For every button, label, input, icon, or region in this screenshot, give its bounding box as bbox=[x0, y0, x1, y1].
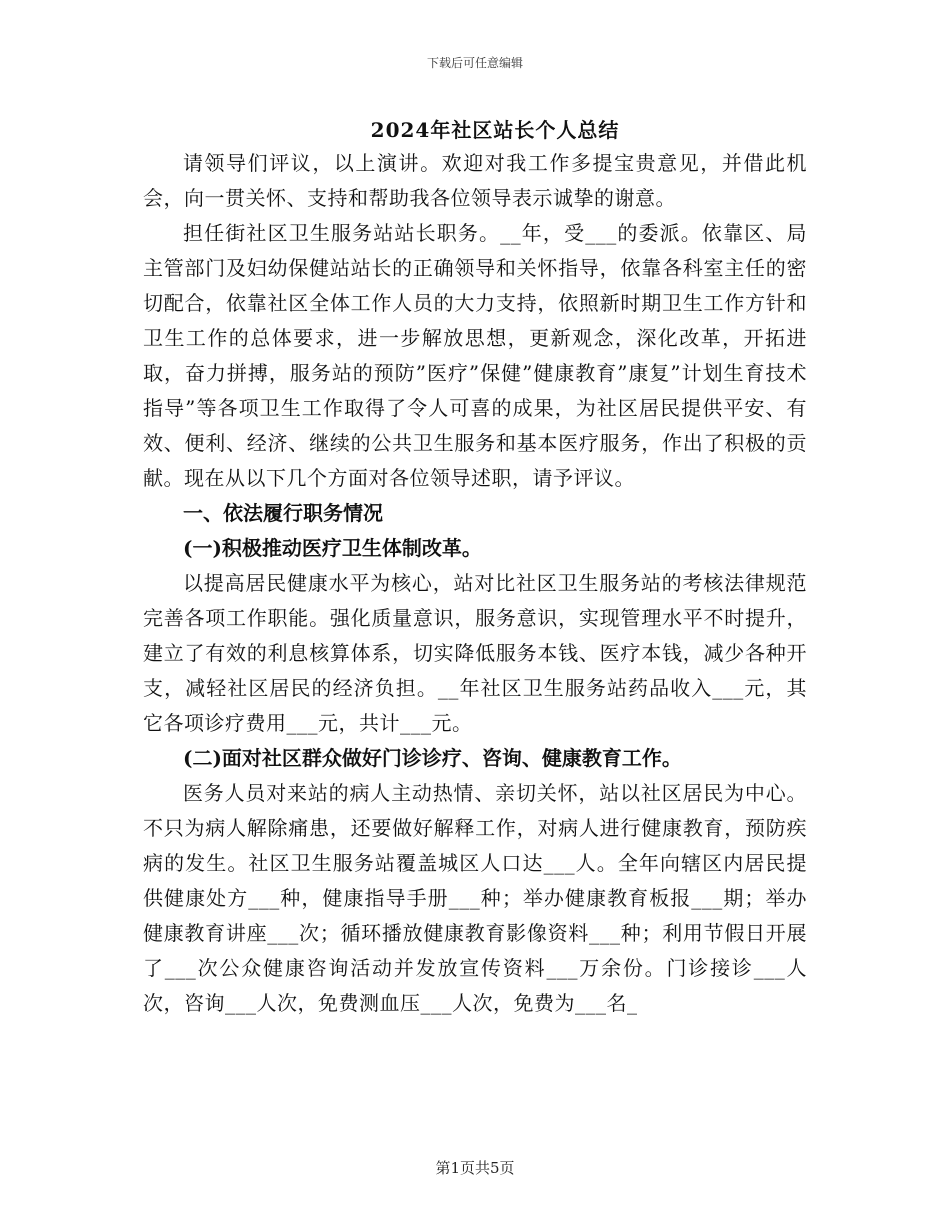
document-title: 2024年社区站长个人总结 bbox=[370, 118, 620, 142]
section-heading-1: 一、依法履行职务情况 bbox=[183, 501, 383, 525]
page-number: 第1页共5页 bbox=[435, 1159, 515, 1177]
intro-paragraph: 请领导们评议，以上演讲。欢迎对我工作多提宝贵意见，并借此机会，向一贯关怀、支持和帮助我各位领导表示诚挚的谢意。 bbox=[143, 151, 807, 210]
subsection-heading-1: (一)积极推动医疗卫生体制改革。 bbox=[183, 536, 482, 560]
document-body bbox=[143, 146, 807, 1021]
subsection-paragraph-1: 以提高居民健康水平为核心，站对比社区卫生服务站的考核法律规范完善各项工作职能。强化质量意识，服务意识，实现管理水平不时提升，建立了有效的利息核算体系，切实降低服务本钱、医疗本钱，减少各种开支，减轻社区居民的经济负担。__年社区卫生服务站药品收入___元，其它各项诊疗费用___元，共计___元。 bbox=[143, 571, 807, 735]
subsection-heading-2: (二)面对社区群众做好门诊诊疗、咨询、健康教育工作。 bbox=[183, 746, 682, 770]
subsection-paragraph-2: 医务人员对来站的病人主动热情、亲切关怀，站以社区居民为中心。不只为病人解除痛患，还要做好解释工作，对病人进行健康教育，预防疾病的发生。社区卫生服务站覆盖城区人口达___人。全年向辖区内居民提供健康处方___种，健康指导手册___种；举办健康教育板报___期；举办健康教育讲座___次；循环播放健康教育影像资料___种；利用节假日开展了___次公众健康咨询活动并发放宣传资料___万余份。门诊接诊___人次，咨询___人次，免费测血压___人次，免费为___名_ bbox=[143, 781, 807, 1015]
header-note: 下载后可任意编辑 bbox=[426, 56, 523, 70]
role-paragraph: 担任街社区卫生服务站站长职务。__年，受___的委派。依靠区、局主管部门及妇幼保健站站长的正确领导和关怀指导，依靠各科室主任的密切配合，依靠社区全体工作人员的大力支持，依照新时期卫生工作方针和卫生工作的总体要求，进一步解放思想，更新观念，深化改革，开拓进取，奋力拼搏，服务站的预防”医疗”保健”健康教育”康复”计划生育技术指导”等各项卫生工作取得了令人可喜的成果，为社区居民提供平安、有效、便利、经济、继续的公共卫生服务和基本医疗服务，作出了积极的贡献。现在从以下几个方面对各位领导述职，请予评议。 bbox=[143, 221, 807, 490]
